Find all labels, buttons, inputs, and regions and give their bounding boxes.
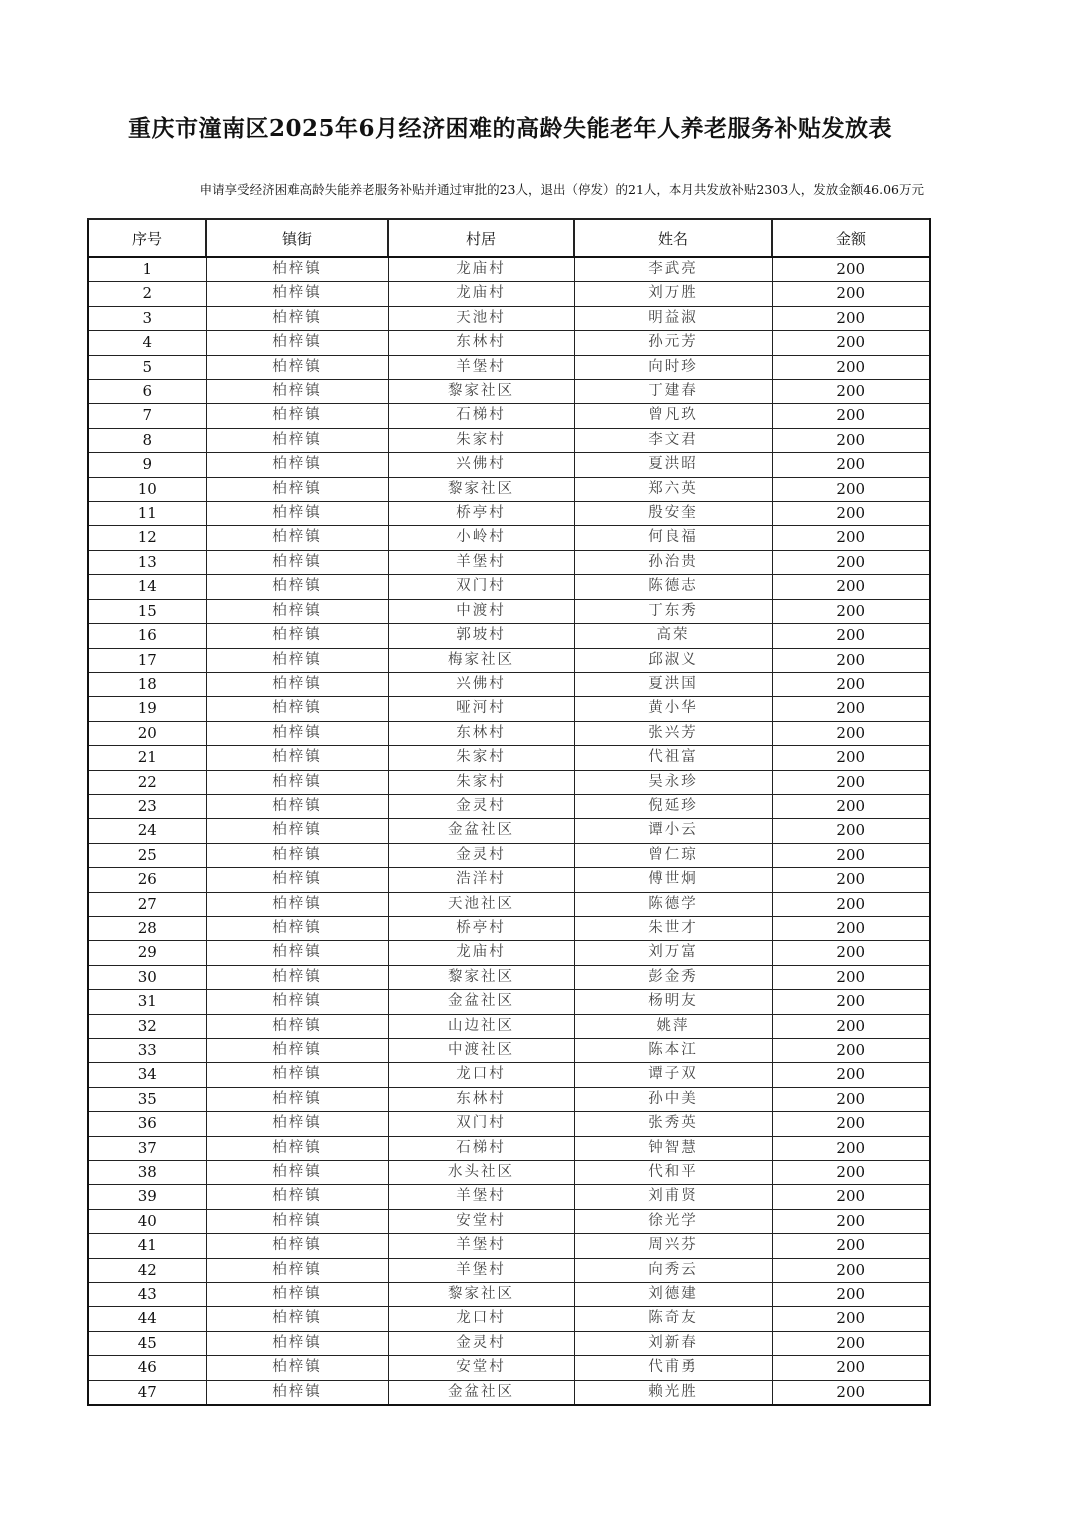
- cell-name: 谭小云: [574, 819, 772, 843]
- cell-index: 14: [88, 575, 206, 599]
- cell-name: 夏洪国: [574, 672, 772, 696]
- cell-name: 刘万胜: [574, 282, 772, 306]
- cell-amount: 200: [772, 355, 930, 379]
- cell-village: 小岭村: [388, 526, 574, 550]
- cell-index: 4: [88, 331, 206, 355]
- cell-town: 柏梓镇: [206, 892, 388, 916]
- cell-index: 39: [88, 1185, 206, 1209]
- cell-index: 36: [88, 1112, 206, 1136]
- cell-index: 16: [88, 624, 206, 648]
- cell-amount: 200: [772, 1112, 930, 1136]
- cell-index: 40: [88, 1209, 206, 1233]
- table-row: [88, 380, 930, 404]
- cell-town: 柏梓镇: [206, 1087, 388, 1111]
- header-name: 姓名: [574, 219, 772, 257]
- cell-name: 丁建春: [574, 380, 772, 404]
- cell-index: 5: [88, 355, 206, 379]
- cell-index: 9: [88, 453, 206, 477]
- table-row: [88, 1185, 930, 1209]
- cell-name: 殷安奎: [574, 502, 772, 526]
- cell-name: 高荣: [574, 624, 772, 648]
- cell-amount: 200: [772, 502, 930, 526]
- cell-name: 李武亮: [574, 257, 772, 282]
- document-title: 重庆市潼南区2025年6月经济困难的高龄失能老年人养老服务补贴发放表: [127, 115, 893, 142]
- table-row: [88, 1136, 930, 1160]
- cell-index: 44: [88, 1307, 206, 1331]
- cell-amount: 200: [772, 404, 930, 428]
- table-body: [88, 257, 930, 1405]
- cell-village: 龙口村: [388, 1063, 574, 1087]
- cell-index: 27: [88, 892, 206, 916]
- cell-name: 杨明友: [574, 990, 772, 1014]
- cell-index: 24: [88, 819, 206, 843]
- table-row: [88, 648, 930, 672]
- cell-village: 羊堡村: [388, 355, 574, 379]
- cell-index: 19: [88, 697, 206, 721]
- table-row: [88, 746, 930, 770]
- cell-town: 柏梓镇: [206, 1112, 388, 1136]
- cell-village: 朱家村: [388, 770, 574, 794]
- cell-amount: 200: [772, 1136, 930, 1160]
- cell-town: 柏梓镇: [206, 916, 388, 940]
- cell-index: 31: [88, 990, 206, 1014]
- cell-amount: 200: [772, 1063, 930, 1087]
- cell-index: 1: [88, 257, 206, 282]
- table-row: [88, 306, 930, 330]
- cell-village: 东林村: [388, 1087, 574, 1111]
- cell-village: 金灵村: [388, 794, 574, 818]
- cell-name: 李文君: [574, 428, 772, 452]
- header-amount: 金额: [772, 219, 930, 257]
- cell-village: 黎家社区: [388, 965, 574, 989]
- table-row: [88, 331, 930, 355]
- subsidy-table: [87, 218, 931, 1406]
- table-row: [88, 1014, 930, 1038]
- cell-town: 柏梓镇: [206, 1209, 388, 1233]
- cell-name: 刘德建: [574, 1283, 772, 1307]
- cell-index: 46: [88, 1356, 206, 1380]
- cell-name: 向秀云: [574, 1258, 772, 1282]
- cell-town: 柏梓镇: [206, 624, 388, 648]
- table-row: [88, 770, 930, 794]
- cell-name: 代甫勇: [574, 1356, 772, 1380]
- cell-amount: 200: [772, 1356, 930, 1380]
- cell-name: 吴永珍: [574, 770, 772, 794]
- table-row: [88, 1161, 930, 1185]
- cell-town: 柏梓镇: [206, 526, 388, 550]
- cell-village: 金盆社区: [388, 819, 574, 843]
- cell-index: 18: [88, 672, 206, 696]
- cell-amount: 200: [772, 990, 930, 1014]
- cell-index: 29: [88, 941, 206, 965]
- table-row: [88, 721, 930, 745]
- table-row: [88, 819, 930, 843]
- table-row: [88, 916, 930, 940]
- cell-amount: 200: [772, 843, 930, 867]
- table-row: [88, 1331, 930, 1355]
- cell-town: 柏梓镇: [206, 941, 388, 965]
- cell-amount: 200: [772, 1234, 930, 1258]
- cell-town: 柏梓镇: [206, 599, 388, 623]
- cell-index: 10: [88, 477, 206, 501]
- cell-village: 龙口村: [388, 1307, 574, 1331]
- table-row: [88, 1039, 930, 1063]
- cell-index: 28: [88, 916, 206, 940]
- cell-village: 天池社区: [388, 892, 574, 916]
- cell-village: 郭坡村: [388, 624, 574, 648]
- cell-village: 羊堡村: [388, 1234, 574, 1258]
- table-row: [88, 697, 930, 721]
- cell-town: 柏梓镇: [206, 502, 388, 526]
- cell-town: 柏梓镇: [206, 1283, 388, 1307]
- cell-amount: 200: [772, 770, 930, 794]
- cell-index: 3: [88, 306, 206, 330]
- cell-amount: 200: [772, 819, 930, 843]
- cell-index: 42: [88, 1258, 206, 1282]
- cell-village: 山边社区: [388, 1014, 574, 1038]
- cell-amount: 200: [772, 526, 930, 550]
- cell-town: 柏梓镇: [206, 355, 388, 379]
- cell-amount: 200: [772, 1283, 930, 1307]
- cell-name: 何良福: [574, 526, 772, 550]
- cell-name: 陈本江: [574, 1039, 772, 1063]
- cell-amount: 200: [772, 453, 930, 477]
- cell-index: 23: [88, 794, 206, 818]
- cell-village: 双门村: [388, 1112, 574, 1136]
- cell-index: 2: [88, 282, 206, 306]
- cell-town: 柏梓镇: [206, 721, 388, 745]
- cell-amount: 200: [772, 428, 930, 452]
- cell-village: 黎家社区: [388, 380, 574, 404]
- cell-village: 哑河村: [388, 697, 574, 721]
- table-row: [88, 892, 930, 916]
- cell-index: 32: [88, 1014, 206, 1038]
- cell-village: 东林村: [388, 331, 574, 355]
- cell-village: 兴佛村: [388, 672, 574, 696]
- cell-town: 柏梓镇: [206, 331, 388, 355]
- table-row: [88, 477, 930, 501]
- table-row: [88, 282, 930, 306]
- cell-name: 朱世才: [574, 916, 772, 940]
- table-row: [88, 1209, 930, 1233]
- cell-village: 安堂村: [388, 1209, 574, 1233]
- cell-amount: 200: [772, 599, 930, 623]
- cell-amount: 200: [772, 1307, 930, 1331]
- cell-town: 柏梓镇: [206, 794, 388, 818]
- cell-town: 柏梓镇: [206, 1380, 388, 1405]
- cell-index: 25: [88, 843, 206, 867]
- table-row: [88, 868, 930, 892]
- header-town: 镇街: [206, 219, 388, 257]
- cell-amount: 200: [772, 1014, 930, 1038]
- cell-name: 曾仁琼: [574, 843, 772, 867]
- cell-amount: 200: [772, 868, 930, 892]
- table-row: [88, 550, 930, 574]
- cell-name: 孙元芳: [574, 331, 772, 355]
- cell-village: 梅家社区: [388, 648, 574, 672]
- cell-amount: 200: [772, 916, 930, 940]
- cell-name: 孙治贵: [574, 550, 772, 574]
- cell-village: 龙庙村: [388, 941, 574, 965]
- cell-index: 34: [88, 1063, 206, 1087]
- cell-name: 彭金秀: [574, 965, 772, 989]
- table-row: [88, 355, 930, 379]
- cell-town: 柏梓镇: [206, 477, 388, 501]
- header-index: 序号: [88, 219, 206, 257]
- cell-index: 26: [88, 868, 206, 892]
- cell-town: 柏梓镇: [206, 1331, 388, 1355]
- cell-town: 柏梓镇: [206, 843, 388, 867]
- cell-village: 中渡村: [388, 599, 574, 623]
- cell-amount: 200: [772, 1209, 930, 1233]
- table-row: [88, 624, 930, 648]
- cell-amount: 200: [772, 672, 930, 696]
- table-row: [88, 1112, 930, 1136]
- cell-name: 陈德学: [574, 892, 772, 916]
- cell-name: 傅世炯: [574, 868, 772, 892]
- cell-name: 曾凡玖: [574, 404, 772, 428]
- cell-amount: 200: [772, 746, 930, 770]
- cell-town: 柏梓镇: [206, 819, 388, 843]
- cell-name: 赖光胜: [574, 1380, 772, 1405]
- cell-index: 15: [88, 599, 206, 623]
- cell-village: 朱家村: [388, 428, 574, 452]
- cell-name: 丁东秀: [574, 599, 772, 623]
- cell-name: 徐光学: [574, 1209, 772, 1233]
- cell-index: 13: [88, 550, 206, 574]
- cell-index: 21: [88, 746, 206, 770]
- cell-village: 羊堡村: [388, 1258, 574, 1282]
- cell-town: 柏梓镇: [206, 380, 388, 404]
- table-row: [88, 672, 930, 696]
- cell-village: 龙庙村: [388, 257, 574, 282]
- cell-village: 羊堡村: [388, 1185, 574, 1209]
- cell-town: 柏梓镇: [206, 1161, 388, 1185]
- cell-index: 41: [88, 1234, 206, 1258]
- cell-amount: 200: [772, 892, 930, 916]
- cell-town: 柏梓镇: [206, 1258, 388, 1282]
- cell-index: 43: [88, 1283, 206, 1307]
- cell-town: 柏梓镇: [206, 1039, 388, 1063]
- cell-town: 柏梓镇: [206, 672, 388, 696]
- cell-village: 兴佛村: [388, 453, 574, 477]
- cell-amount: 200: [772, 282, 930, 306]
- table-row: [88, 990, 930, 1014]
- cell-name: 张兴芳: [574, 721, 772, 745]
- cell-name: 代祖富: [574, 746, 772, 770]
- cell-amount: 200: [772, 575, 930, 599]
- cell-village: 水头社区: [388, 1161, 574, 1185]
- cell-amount: 200: [772, 331, 930, 355]
- cell-name: 谭子双: [574, 1063, 772, 1087]
- cell-amount: 200: [772, 1380, 930, 1405]
- cell-name: 孙中美: [574, 1087, 772, 1111]
- cell-name: 张秀英: [574, 1112, 772, 1136]
- cell-index: 20: [88, 721, 206, 745]
- cell-amount: 200: [772, 721, 930, 745]
- cell-village: 中渡社区: [388, 1039, 574, 1063]
- cell-town: 柏梓镇: [206, 1014, 388, 1038]
- cell-village: 天池村: [388, 306, 574, 330]
- cell-amount: 200: [772, 306, 930, 330]
- table-row: [88, 1307, 930, 1331]
- cell-village: 黎家社区: [388, 477, 574, 501]
- cell-town: 柏梓镇: [206, 1063, 388, 1087]
- table-row: [88, 526, 930, 550]
- cell-town: 柏梓镇: [206, 965, 388, 989]
- cell-index: 7: [88, 404, 206, 428]
- table-row: [88, 1234, 930, 1258]
- cell-town: 柏梓镇: [206, 1185, 388, 1209]
- table-header-row: [88, 219, 930, 257]
- table-row: [88, 599, 930, 623]
- cell-town: 柏梓镇: [206, 1234, 388, 1258]
- cell-amount: 200: [772, 1185, 930, 1209]
- table-row: [88, 453, 930, 477]
- cell-amount: 200: [772, 1039, 930, 1063]
- cell-village: 浩洋村: [388, 868, 574, 892]
- cell-village: 羊堡村: [388, 550, 574, 574]
- cell-amount: 200: [772, 1161, 930, 1185]
- cell-index: 22: [88, 770, 206, 794]
- cell-name: 倪延珍: [574, 794, 772, 818]
- cell-town: 柏梓镇: [206, 575, 388, 599]
- cell-village: 金盆社区: [388, 1380, 574, 1405]
- cell-name: 向时珍: [574, 355, 772, 379]
- cell-name: 明益淑: [574, 306, 772, 330]
- cell-name: 刘万富: [574, 941, 772, 965]
- cell-town: 柏梓镇: [206, 746, 388, 770]
- cell-amount: 200: [772, 624, 930, 648]
- header-village: 村居: [388, 219, 574, 257]
- cell-amount: 200: [772, 697, 930, 721]
- cell-name: 姚萍: [574, 1014, 772, 1038]
- cell-name: 陈德志: [574, 575, 772, 599]
- cell-amount: 200: [772, 1258, 930, 1282]
- cell-village: 东林村: [388, 721, 574, 745]
- cell-town: 柏梓镇: [206, 770, 388, 794]
- cell-town: 柏梓镇: [206, 282, 388, 306]
- cell-amount: 200: [772, 965, 930, 989]
- table-row: [88, 843, 930, 867]
- cell-name: 黄小华: [574, 697, 772, 721]
- cell-village: 金盆社区: [388, 990, 574, 1014]
- cell-index: 35: [88, 1087, 206, 1111]
- table-row: [88, 1283, 930, 1307]
- table-row: [88, 257, 930, 282]
- cell-index: 33: [88, 1039, 206, 1063]
- cell-village: 桥亭村: [388, 502, 574, 526]
- cell-town: 柏梓镇: [206, 648, 388, 672]
- cell-village: 金灵村: [388, 843, 574, 867]
- table-row: [88, 1087, 930, 1111]
- cell-index: 47: [88, 1380, 206, 1405]
- cell-village: 石梯村: [388, 404, 574, 428]
- cell-town: 柏梓镇: [206, 257, 388, 282]
- cell-town: 柏梓镇: [206, 868, 388, 892]
- cell-index: 8: [88, 428, 206, 452]
- cell-name: 周兴芬: [574, 1234, 772, 1258]
- cell-name: 郑六英: [574, 477, 772, 501]
- table-row: [88, 1356, 930, 1380]
- cell-amount: 200: [772, 550, 930, 574]
- table-row: [88, 965, 930, 989]
- cell-town: 柏梓镇: [206, 404, 388, 428]
- table-row: [88, 502, 930, 526]
- table-row: [88, 428, 930, 452]
- cell-index: 11: [88, 502, 206, 526]
- summary-text: 申请享受经济困难高龄失能养老服务补贴并通过审批的23人，退出（停发）的21人，本月共发放补贴2303人，发放金额46.06万元: [199, 182, 924, 197]
- cell-town: 柏梓镇: [206, 697, 388, 721]
- table-row: [88, 941, 930, 965]
- cell-index: 12: [88, 526, 206, 550]
- cell-village: 黎家社区: [388, 1283, 574, 1307]
- cell-name: 钟智慧: [574, 1136, 772, 1160]
- cell-town: 柏梓镇: [206, 306, 388, 330]
- cell-amount: 200: [772, 794, 930, 818]
- cell-town: 柏梓镇: [206, 428, 388, 452]
- cell-name: 陈奇友: [574, 1307, 772, 1331]
- cell-village: 安堂村: [388, 1356, 574, 1380]
- cell-village: 龙庙村: [388, 282, 574, 306]
- cell-amount: 200: [772, 1331, 930, 1355]
- cell-index: 17: [88, 648, 206, 672]
- cell-village: 金灵村: [388, 1331, 574, 1355]
- cell-index: 38: [88, 1161, 206, 1185]
- cell-index: 37: [88, 1136, 206, 1160]
- cell-name: 邱淑义: [574, 648, 772, 672]
- cell-village: 桥亭村: [388, 916, 574, 940]
- table-row: [88, 1063, 930, 1087]
- table-row: [88, 1380, 930, 1405]
- cell-amount: 200: [772, 477, 930, 501]
- cell-town: 柏梓镇: [206, 1356, 388, 1380]
- table-row: [88, 575, 930, 599]
- table-row: [88, 404, 930, 428]
- cell-amount: 200: [772, 380, 930, 404]
- cell-index: 6: [88, 380, 206, 404]
- cell-name: 刘新春: [574, 1331, 772, 1355]
- cell-amount: 200: [772, 648, 930, 672]
- cell-town: 柏梓镇: [206, 1307, 388, 1331]
- table-row: [88, 794, 930, 818]
- cell-name: 刘甫贤: [574, 1185, 772, 1209]
- cell-town: 柏梓镇: [206, 550, 388, 574]
- cell-name: 夏洪昭: [574, 453, 772, 477]
- cell-village: 石梯村: [388, 1136, 574, 1160]
- cell-index: 30: [88, 965, 206, 989]
- cell-town: 柏梓镇: [206, 453, 388, 477]
- cell-amount: 200: [772, 1087, 930, 1111]
- cell-village: 双门村: [388, 575, 574, 599]
- cell-village: 朱家村: [388, 746, 574, 770]
- cell-amount: 200: [772, 941, 930, 965]
- cell-index: 45: [88, 1331, 206, 1355]
- cell-name: 代和平: [574, 1161, 772, 1185]
- cell-town: 柏梓镇: [206, 990, 388, 1014]
- table-row: [88, 1258, 930, 1282]
- cell-amount: 200: [772, 257, 930, 282]
- cell-town: 柏梓镇: [206, 1136, 388, 1160]
